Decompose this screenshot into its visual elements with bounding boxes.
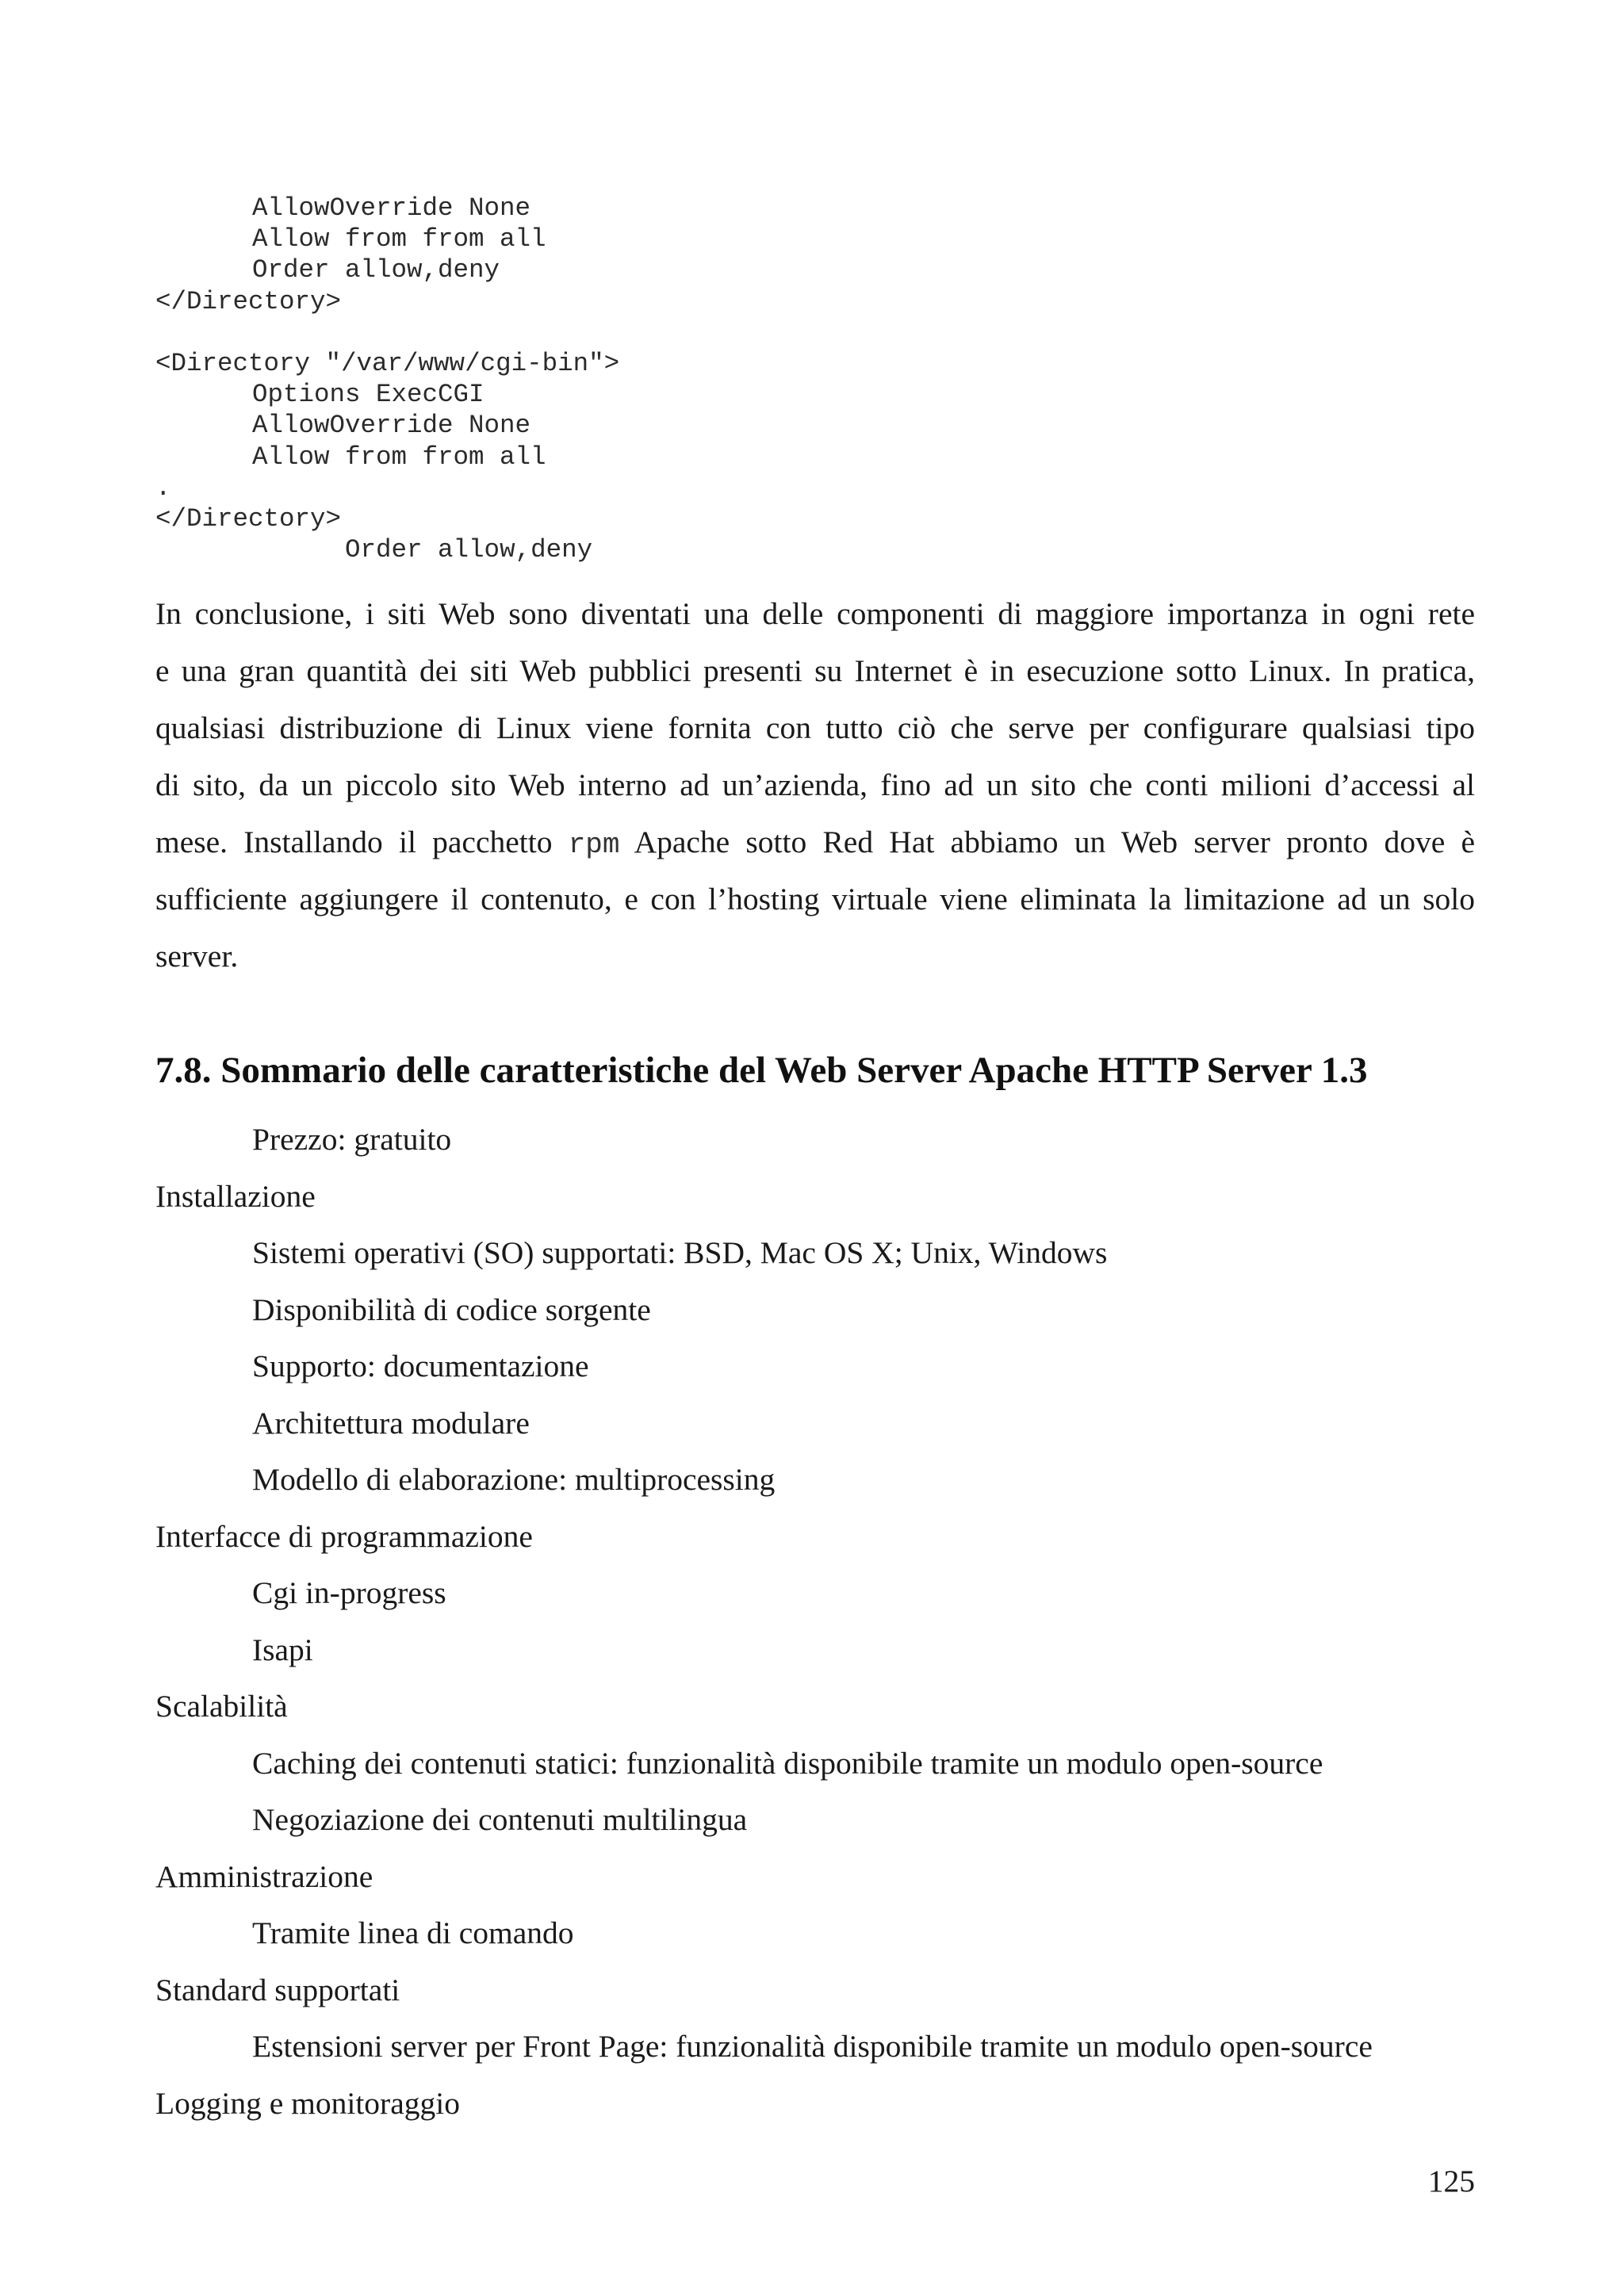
feature-category: Amministrazione: [155, 1858, 373, 1894]
code-line: <Directory "/var/www/cgi-bin">: [155, 349, 620, 378]
paragraph-line: [155, 813, 1475, 871]
code-line: </Directory>: [155, 503, 342, 534]
paragraph-line: In conclusione, i siti Web sono diventati una delle componenti di maggiore importanza in ogni rete: [155, 596, 1475, 631]
code-line-prefix: .: [155, 473, 171, 503]
feature-item: Estensioni server per Front Page: funzionalità disponibile tramite un modulo open-source: [252, 2029, 1373, 2064]
page-number: 125: [1427, 2164, 1475, 2198]
feature-item: Disponibilità di codice sorgente: [252, 1292, 651, 1327]
code-line-text: Order allow,deny: [345, 535, 593, 565]
code-block-cgi-bin-directory: [155, 348, 620, 565]
conclusion-paragraph: [155, 585, 1475, 985]
paragraph-text: mese. Installando il pacchetto: [155, 825, 553, 859]
paragraph-line: qualsiasi distribuzione di Linux viene fornita con tutto ciò che serve per configurare qualsiasi tipo: [155, 710, 1475, 745]
code-line: AllowOverride None: [252, 411, 531, 441]
feature-item: Cgi in-progress: [252, 1575, 446, 1610]
feature-category: Standard supportati: [155, 1972, 400, 2007]
feature-item: Supporto: documentazione: [252, 1349, 589, 1383]
feature-category: Logging e monitoraggio: [155, 2085, 460, 2121]
feature-category: Interfacce di programmazione: [155, 1518, 533, 1554]
feature-item: Architettura modulare: [252, 1405, 530, 1441]
feature-item: Negoziazione dei contenuti multilingua: [252, 1802, 748, 1837]
paragraph-line: sufficiente aggiungere il contenuto, e con l’hosting virtuale viene eliminata la limitazione ad un solo: [155, 882, 1475, 916]
feature-item: Modello di elaborazione: multiprocessing: [252, 1462, 776, 1497]
code-line: </Directory>: [155, 286, 342, 316]
feature-item: Sistemi operativi (SO) supportati: BSD, Mac OS X; Unix, Windows: [252, 1235, 1108, 1270]
feature-category: Scalabilità: [155, 1689, 288, 1724]
code-line: AllowOverride None: [252, 193, 531, 223]
feature-item: Prezzo: gratuito: [252, 1122, 452, 1157]
paragraph-text: Apache sotto Red Hat abbiamo un Web server pronto dove è: [634, 825, 1475, 859]
section-heading: 7.8. Sommario delle caratteristiche del Web Server Apache HTTP Server 1.3: [155, 1050, 1368, 1091]
code-line: Allow from from all: [252, 224, 546, 254]
code-line: Order allow,deny: [252, 255, 500, 285]
code-line: Options ExecCGI: [252, 380, 485, 410]
feature-category: Installazione: [155, 1178, 316, 1214]
feature-item: Caching dei contenuti statici: funzionalità disponibile tramite un modulo open-source: [252, 1745, 1323, 1781]
paragraph-line: di sito, da un piccolo sito Web interno ad un’azienda, fino ad un sito che conti milioni d’accessi al: [155, 767, 1475, 802]
paragraph-line: e una gran quantità dei siti Web pubblici presenti su Internet è in esecuzione sotto Linux. In pratica,: [155, 653, 1475, 688]
inline-code-rpm: rpm: [568, 828, 620, 861]
feature-item: Tramite linea di comando: [252, 1915, 574, 1950]
paragraph-line: server.: [155, 939, 239, 974]
code-line: Allow from from all: [252, 442, 546, 472]
feature-item: Isapi: [252, 1632, 313, 1667]
feature-summary-list: [155, 1112, 1503, 2132]
code-block-directory-end: [155, 193, 546, 317]
